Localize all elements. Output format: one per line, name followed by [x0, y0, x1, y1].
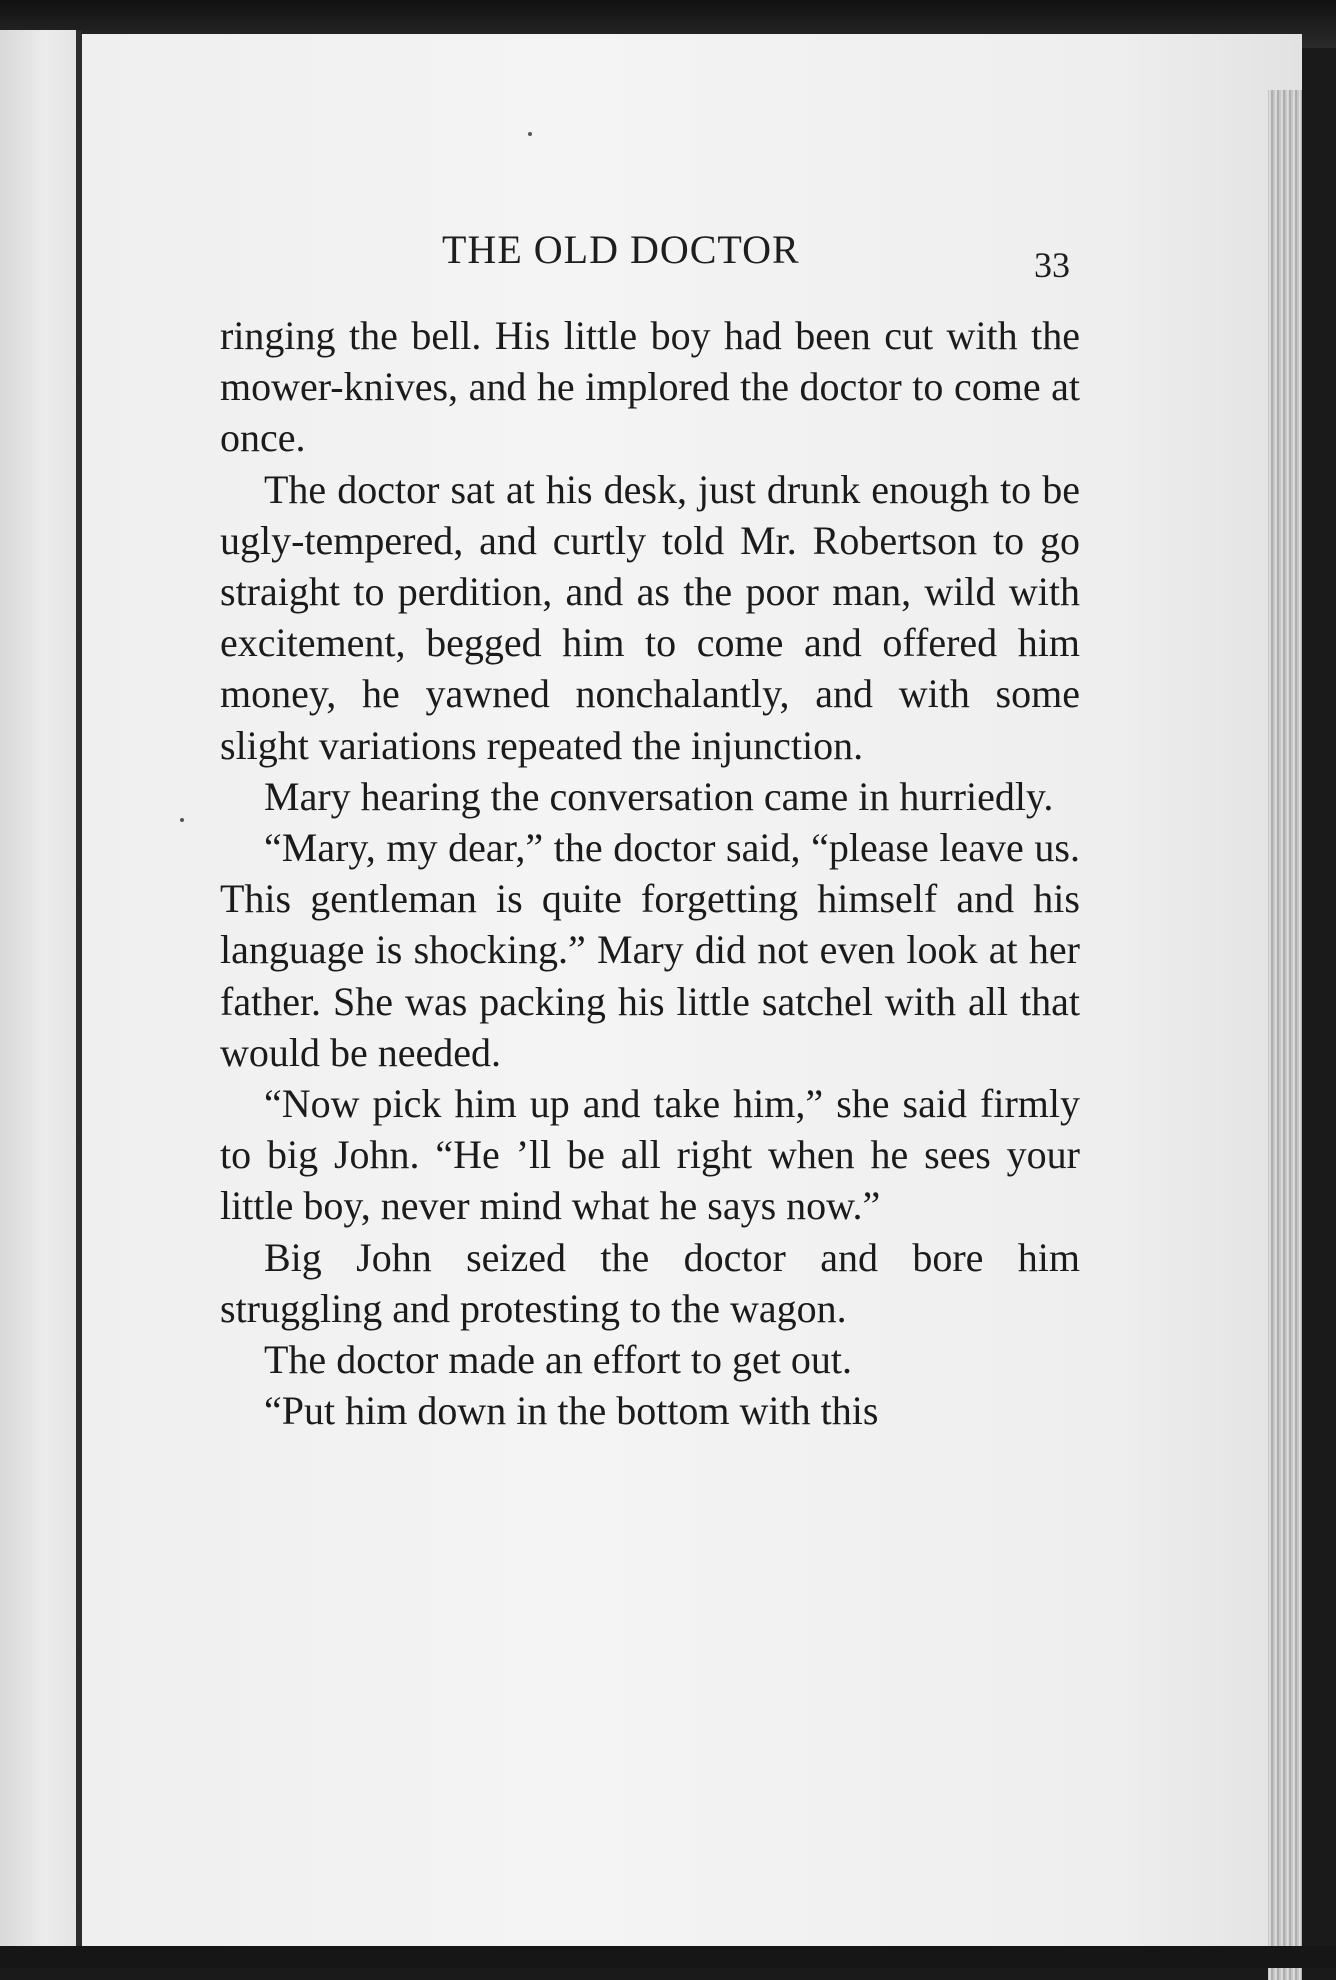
paragraph: The doctor sat at his desk, just drunk enough to be ugly-tempered, and curtly told Mr. Robertson to go straight to perdition, and as the poor man, wild with excitement, begged him to come and offered him money, he yawned nonchalantly, and with some slight variations repeated the injunction. — [220, 466, 1080, 768]
paragraph: “Now pick him up and take him,” she said firmly to big John. “He ’ll be all right when he sees your little boy, never mind what he says now.” — [220, 1081, 1080, 1229]
paragraph: The doctor made an effort to get out. — [264, 1337, 852, 1383]
facing-page-edge — [0, 30, 76, 1950]
page-header — [82, 218, 1082, 285]
running-head: THE OLD DOCTOR — [442, 227, 800, 272]
page-stack-edges — [1268, 90, 1302, 1980]
paragraph: ringing the bell. His little boy had been cut with the mower-knives, and he implored the doctor to come at once. — [220, 313, 1080, 461]
paper-speck — [180, 818, 184, 822]
paragraph: “Mary, my dear,” the doctor said, “please leave us. This gentleman is quite forgetting himself and his language is shocking.” Mary did not even look at her father. She was packing his little satchel with all that would be needed. — [220, 825, 1080, 1075]
paragraph: Mary hearing the conversation came in hurriedly. — [264, 773, 1054, 819]
scan-bottom-border — [0, 1946, 1336, 1968]
body-text — [220, 310, 1080, 1436]
paragraph: “Put him down in the bottom with this — [264, 1388, 879, 1434]
paragraph: Big John seized the doctor and bore him struggling and protesting to the wagon. — [220, 1234, 1080, 1331]
paper-speck — [528, 132, 532, 136]
page-number: 33 — [1034, 245, 1070, 285]
